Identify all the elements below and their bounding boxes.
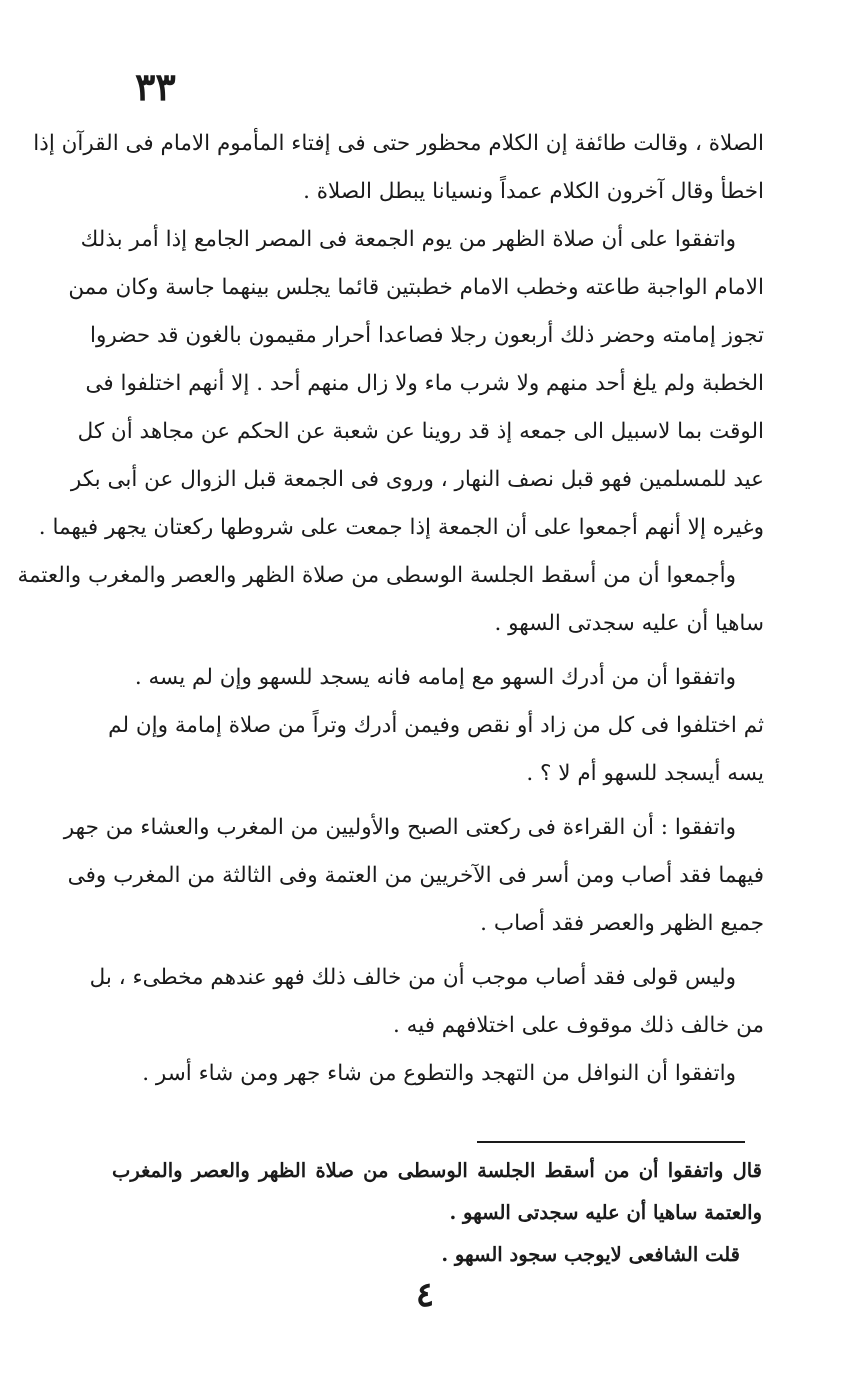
body-text	[17, 120, 764, 1098]
footnote-line: قلت الشافعى لايوجب سجود السهو .	[441, 1243, 740, 1266]
text-line: واتفقوا على أن صلاة الظهر من يوم الجمعة فى المصر الجامع إذا أمر بذلك	[80, 227, 736, 252]
text-line: وغيره إلا أنهم أجمعوا على أن الجمعة إذا جمعت على شروطها ركعتان يجهر فيهما .	[38, 515, 764, 540]
text-line: اخطأ وقال آخرون الكلام عمداً ونسيانا يبطل الصلاة .	[303, 179, 764, 204]
text-line: واتفقوا : أن القراءة فى ركعتى الصبح والأوليين من المغرب والعشاء من جهر	[63, 815, 736, 840]
text-line: وليس قولى فقد أصاب موجب أن من خالف ذلك فهو عندهم مخطىء ، بل	[89, 965, 736, 990]
page-number: ٣٣	[135, 64, 176, 109]
signature-mark: ٤	[415, 1275, 435, 1315]
text-line: الخطبة ولم يلغ أحد منهم ولا شرب ماء ولا زال منهم أحد . إلا أنهم اختلفوا فى	[85, 371, 764, 396]
text-line: تجوز إمامته وحضر ذلك أربعون رجلا فصاعدا أحرار مقيمون بالغون قد حضروا	[90, 323, 764, 348]
text-line: ساهيا أن عليه سجدتى السهو .	[494, 611, 764, 636]
text-line: من خالف ذلك موقوف على اختلافهم فيه .	[393, 1013, 764, 1038]
footnotes	[112, 1150, 762, 1276]
text-line: عيد للمسلمين فهو قبل نصف النهار ، وروى فى الجمعة قبل الزوال عن أبى بكر	[70, 467, 764, 492]
text-line: الامام الواجبة طاعته وخطب الامام خطبتين قائما يجلس بينهما جاسة وكان ممن	[68, 275, 764, 300]
text-line: يسه أيسجد للسهو أم لا ؟ .	[526, 761, 764, 786]
text-line: واتفقوا أن النوافل من التهجد والتطوع من شاء جهر ومن شاء أسر .	[142, 1061, 736, 1086]
footnote-line: والعتمة ساهيا أن عليه سجدتى السهو .	[449, 1201, 762, 1224]
text-line: وأجمعوا أن من أسقط الجلسة الوسطى من صلاة الظهر والعصر والمغرب والعتمة	[17, 563, 736, 588]
text-line: الصلاة ، وقالت طائفة إن الكلام محظور حتى فى إفتاء المأموم الامام فى القرآن إذا	[33, 131, 764, 156]
text-line: جميع الظهر والعصر فقد أصاب .	[480, 911, 764, 936]
footnote-divider	[477, 1141, 745, 1143]
text-line: ثم اختلفوا فى كل من زاد أو نقص وفيمن أدرك وتراً من صلاة إمامة وإن لم	[108, 713, 764, 738]
text-line: واتفقوا أن من أدرك السهو مع إمامه فانه يسجد للسهو وإن لم يسه .	[134, 665, 736, 690]
text-line: الوقت بما لاسبيل الى جمعه إذ قد روينا عن شعبة عن الحكم عن مجاهد أن كل	[77, 419, 764, 444]
text-line: فيهما فقد أصاب ومن أسر فى الآخريين من العتمة وفى الثالثة من المغرب وفى	[67, 863, 764, 888]
footnote-line: قال واتفقوا أن من أسقط الجلسة الوسطى من صلاة الظهر والعصر والمغرب	[112, 1159, 762, 1182]
